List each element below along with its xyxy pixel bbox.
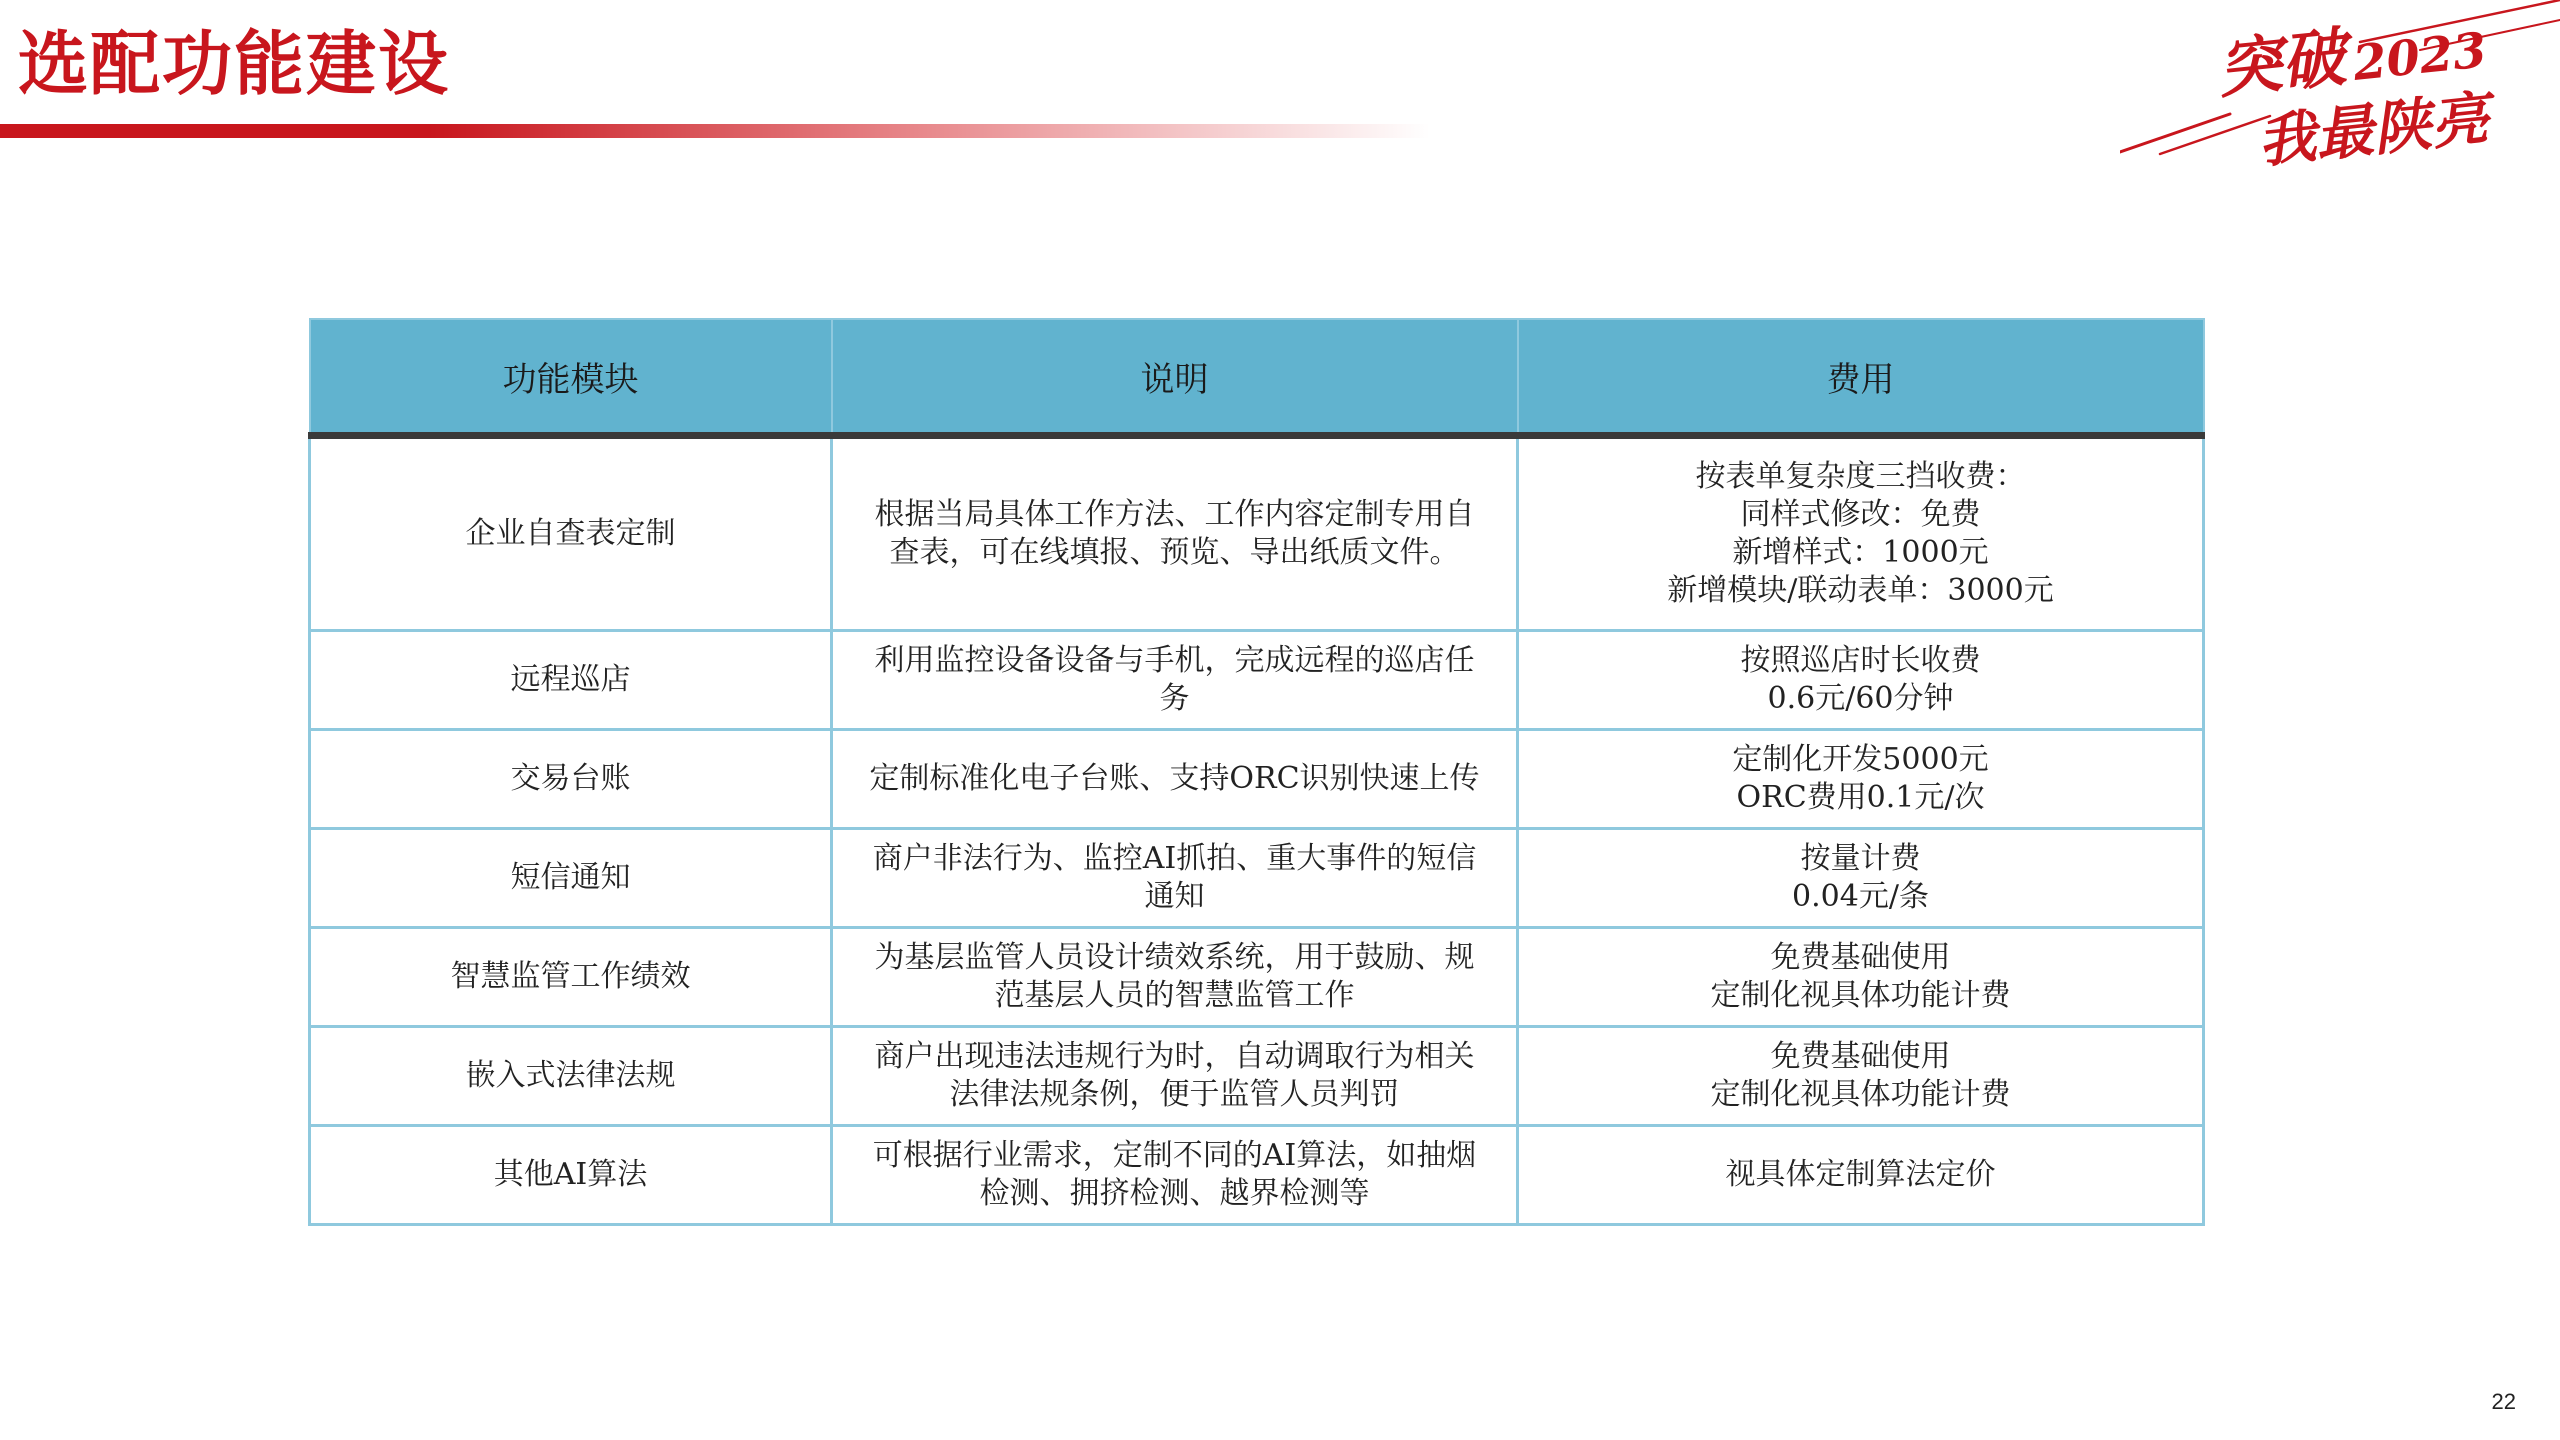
page-title: 选配功能建设 [18, 23, 450, 105]
table-row [310, 730, 2204, 829]
description-cell [832, 1027, 1518, 1126]
description-line: 检测、拥挤检测、越界检测等 [979, 1176, 1370, 1211]
module-cell: 交易台账 [310, 730, 832, 829]
description-line: 商户非法行为、监控AI抓拍、重大事件的短信 [872, 841, 1477, 876]
fee-line: 定制化开发5000元 [1732, 742, 1989, 777]
table-row [310, 1027, 2204, 1126]
svg-text:突破: 突破 [2213, 19, 2349, 108]
fee-line: 0.04元/条 [1792, 879, 1929, 914]
description-line: 定制标准化电子台账、支持ORC识别快速上传 [869, 761, 1480, 796]
fee-line: 新增样式：1000元 [1732, 535, 1989, 570]
header-fee: 费用 [1518, 319, 2204, 436]
module-cell: 企业自查表定制 [310, 436, 832, 631]
svg-text:我最陕亮: 我最陕亮 [2254, 84, 2493, 176]
function-table-wrapper [308, 318, 2202, 1226]
slogan-calligraphy-logo [2120, 0, 2560, 190]
fee-cell [1518, 730, 2204, 829]
description-cell [832, 631, 1518, 730]
fee-line: 0.6元/60分钟 [1767, 681, 1954, 716]
table-row [310, 1126, 2204, 1225]
description-cell [832, 928, 1518, 1027]
description-line: 利用监控设备设备与手机，完成远程的巡店任 [874, 643, 1475, 678]
header-module: 功能模块 [310, 319, 832, 436]
fee-line: ORC费用0.1元/次 [1736, 780, 1985, 815]
title-underline-bar [0, 124, 1430, 138]
svg-text:2023: 2023 [2350, 22, 2490, 92]
header-description: 说明 [832, 319, 1518, 436]
table-row [310, 631, 2204, 730]
fee-line: 免费基础使用 [1770, 940, 1951, 975]
description-line: 务 [1159, 681, 1190, 716]
module-cell: 智慧监管工作绩效 [310, 928, 832, 1027]
fee-cell [1518, 436, 2204, 631]
module-cell: 远程巡店 [310, 631, 832, 730]
description-line: 范基层人员的智慧监管工作 [994, 978, 1355, 1013]
description-cell [832, 436, 1518, 631]
fee-line: 免费基础使用 [1770, 1039, 1951, 1074]
description-line: 可根据行业需求，定制不同的AI算法，如抽烟 [872, 1138, 1477, 1173]
description-line: 根据当局具体工作方法、工作内容定制专用自 [874, 497, 1475, 532]
table-row [310, 928, 2204, 1027]
fee-cell [1518, 928, 2204, 1027]
fee-line: 同样式修改：免费 [1740, 497, 1981, 532]
fee-cell [1518, 1126, 2204, 1225]
fee-line: 新增模块/联动表单：3000元 [1667, 573, 2054, 608]
table-row [310, 436, 2204, 631]
description-line: 为基层监管人员设计绩效系统，用于鼓励、规 [874, 940, 1475, 975]
description-cell [832, 1126, 1518, 1225]
module-cell: 其他AI算法 [310, 1126, 832, 1225]
page-number: 22 [2491, 1389, 2516, 1414]
module-cell: 嵌入式法律法规 [310, 1027, 832, 1126]
table-header-row [310, 319, 2204, 436]
description-cell [832, 730, 1518, 829]
description-line: 通知 [1144, 879, 1205, 914]
description-line: 查表，可在线填报、预览、导出纸质文件。 [889, 535, 1460, 570]
module-cell: 短信通知 [310, 829, 832, 928]
fee-line: 视具体定制算法定价 [1725, 1157, 1996, 1192]
fee-line: 定制化视具体功能计费 [1710, 978, 2011, 1013]
description-line: 商户出现违法违规行为时，自动调取行为相关 [874, 1039, 1475, 1074]
fee-line: 定制化视具体功能计费 [1710, 1077, 2011, 1112]
description-line: 法律法规条例，便于监管人员判罚 [949, 1077, 1400, 1112]
description-cell [832, 829, 1518, 928]
function-module-table [308, 318, 2205, 1226]
fee-line: 按量计费 [1800, 841, 1921, 876]
fee-cell [1518, 1027, 2204, 1126]
fee-line: 按表单复杂度三挡收费： [1695, 459, 2026, 494]
table-row [310, 829, 2204, 928]
fee-cell [1518, 829, 2204, 928]
fee-line: 按照巡店时长收费 [1740, 643, 1981, 678]
fee-cell [1518, 631, 2204, 730]
